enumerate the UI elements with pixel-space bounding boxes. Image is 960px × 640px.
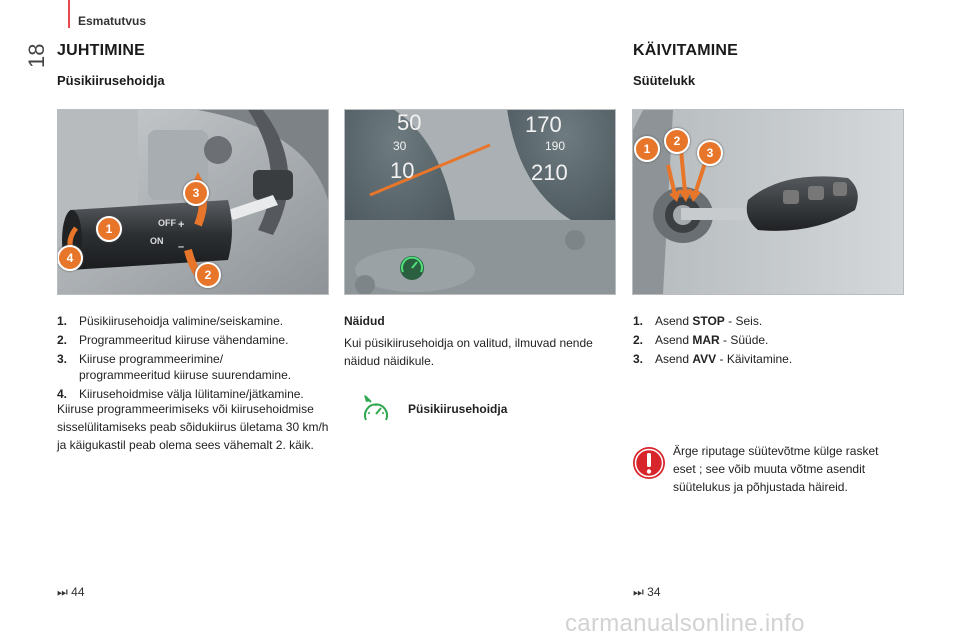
callout-3: 3 (697, 140, 723, 166)
warning-text: Ärge riputage süütevõtme külge rasket eset ; see võib muuta võtme asendit süütelukus ja põhjustada häireid. (673, 444, 879, 494)
ignition-key-photo (632, 109, 904, 295)
watermark: carmanualsonline.info (565, 610, 805, 637)
list-item: 2. Programmeeritud kiiruse vähendamine. (57, 333, 289, 347)
cruise-control-steps (57, 313, 337, 405)
heading-juhtimine: JUHTIMINE (57, 42, 146, 59)
subheading-ignition: Süütelukk (633, 73, 696, 88)
indicator-label: Püsikiirusehoidja (408, 402, 508, 416)
instrument-cluster-illustration (345, 110, 615, 294)
gauge-label-170: 170 (525, 112, 562, 137)
readings-heading: Näidud (344, 314, 385, 328)
stalk-off-label: OFF (158, 218, 176, 228)
page-reference-right: ⏭ 34 (633, 585, 661, 599)
cruise-control-speedometer-icon (362, 395, 390, 425)
stalk-on-label: ON (150, 236, 164, 246)
subheading-cruise-control: Püsikiirusehoidja (57, 73, 165, 88)
gauge-label-210: 210 (531, 160, 568, 185)
instrument-cluster-photo (344, 109, 616, 295)
readings-paragraph: Kui püsikiirusehoidja on valitud, ilmuvad nende näidud näidikule. (344, 336, 593, 368)
next-page-icon: ⏭ (633, 585, 644, 599)
list-item: 1. Püsikiirusehoidja valimine/seiskamine. (57, 314, 284, 328)
cruise-control-stalk-photo (57, 109, 329, 295)
section-title: Esmatutvus (78, 14, 147, 28)
section-marker-bar (68, 0, 70, 28)
list-item: 3. Kiiruse programmeerimine/ programmeeritud kiiruse suurendamine. (57, 352, 292, 382)
gauge-label-190: 190 (545, 139, 566, 153)
list-item: 2. Asend MAR - Süüde. (633, 333, 769, 347)
warning-icon (632, 446, 666, 480)
stalk-minus-label: – (178, 241, 185, 253)
page-reference-left: ⏭ 44 (57, 585, 85, 599)
gauge-label-30: 30 (393, 139, 407, 153)
unlock-button-icon (808, 186, 824, 200)
callout-3: 3 (183, 180, 209, 206)
list-item: 4. Kiirusehoidmise välja lülitamine/jätkamine. (57, 387, 304, 401)
trunk-button-icon (833, 182, 847, 196)
lock-button-icon (783, 190, 799, 204)
list-item: 1. Asend STOP - Seis. (633, 314, 763, 328)
callout-1: 1 (96, 216, 122, 242)
gauge-label-10: 10 (390, 158, 415, 183)
callout-2: 2 (664, 128, 690, 154)
stalk-plus-label: + (178, 219, 185, 231)
cruise-control-paragraph: Kiiruse programmeerimiseks või kiirusehoidmise sisselülitamiseks peab sõidukiirus ületama 30 km/h ja käigukastil peab olema sees vähemalt 2. käik. (57, 402, 329, 452)
page-number: 18 (24, 43, 49, 68)
list-item: 3. Asend AVV - Käivitamine. (633, 352, 793, 366)
heading-kaivitamine: KÄIVITAMINE (633, 42, 739, 59)
cruise-indicator-icon (400, 256, 424, 280)
next-page-icon: ⏭ (57, 585, 68, 599)
gauge-label-50: 50 (397, 110, 422, 135)
ignition-positions (633, 313, 903, 370)
callout-2: 2 (195, 262, 221, 288)
callout-1: 1 (634, 136, 660, 162)
callout-4: 4 (57, 245, 83, 271)
